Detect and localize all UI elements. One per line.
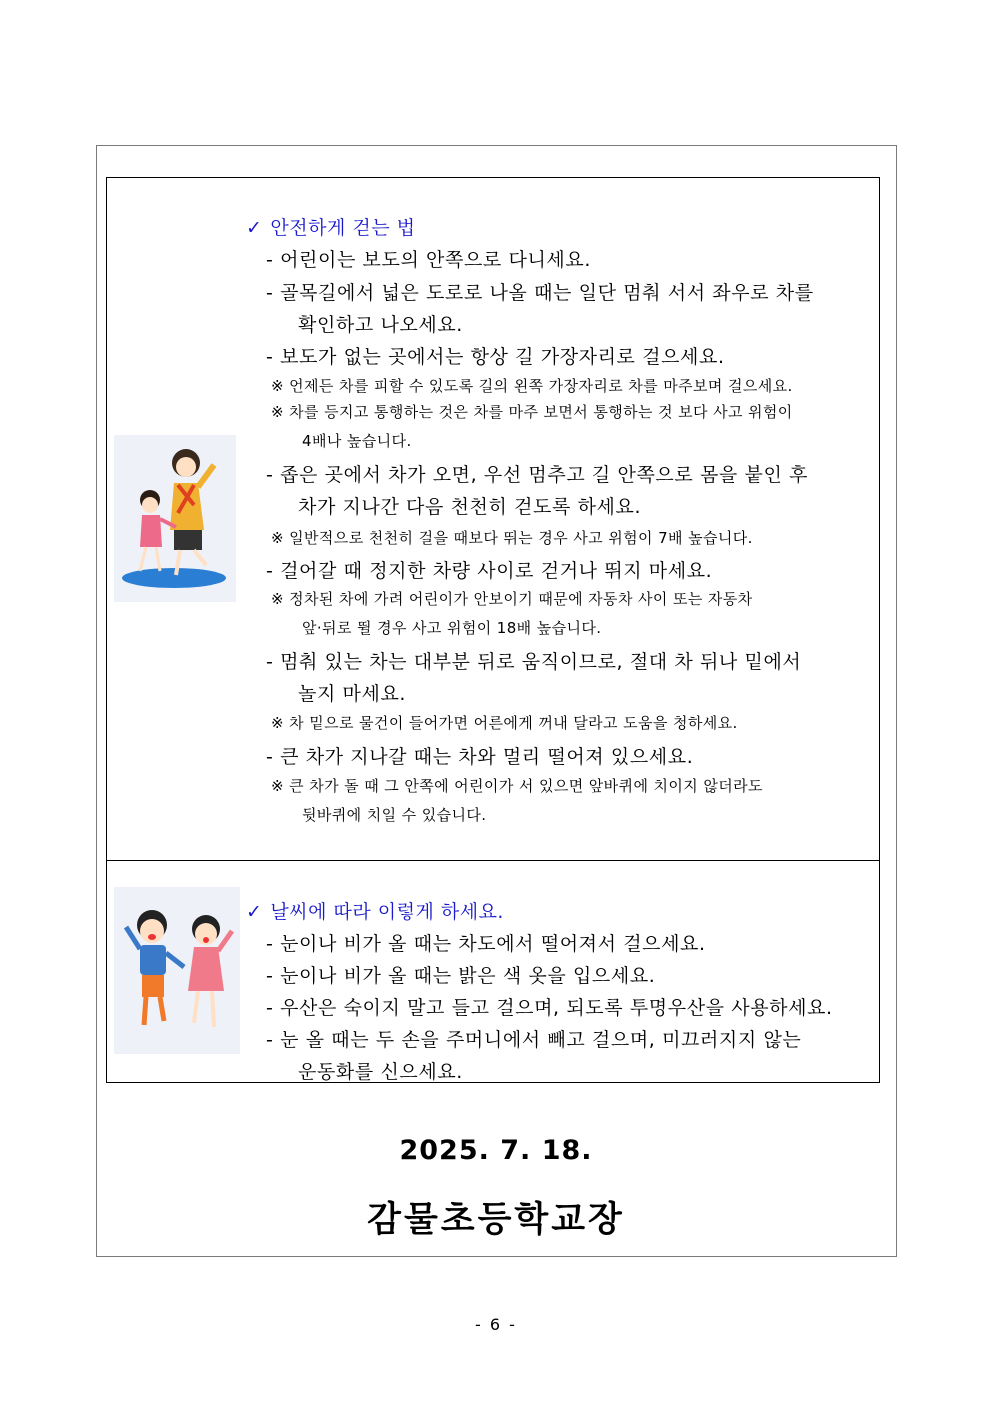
walking-heading-text: 안전하게 걷는 법 <box>270 217 416 239</box>
walking-note: ※ 큰 차가 돌 때 그 안쪽에 어린이가 서 있으면 앞바퀴에 치이지 않더라도 <box>271 777 763 795</box>
principal-signature: 감물초등학교장 <box>367 1200 625 1240</box>
weather-line: - 눈 올 때는 두 손을 주머니에서 빼고 걸으며, 미끄러지지 않는 <box>266 1029 802 1051</box>
mother-child-illustration <box>114 435 236 602</box>
walking-line: - 걸어갈 때 정지한 차량 사이로 걷거나 뛰지 마세요. <box>266 560 713 582</box>
check-icon: ✓ <box>246 901 263 923</box>
walking-line: 차가 지나간 다음 천천히 걷도록 하세요. <box>298 496 642 518</box>
walking-note: ※ 차 밑으로 물건이 들어가면 어른에게 꺼내 달라고 도움을 청하세요. <box>271 714 738 732</box>
weather-heading <box>246 897 504 924</box>
walking-note: ※ 차를 등지고 통행하는 것은 차를 마주 보면서 통행하는 것 보다 사고 위험이 <box>271 403 793 421</box>
document-date: 2025. 7. 18. <box>399 1135 593 1166</box>
check-icon: ✓ <box>246 217 263 239</box>
walking-line: - 골목길에서 넓은 도로로 나올 때는 일단 멈춰 서서 좌우로 차를 <box>266 282 814 304</box>
walking-heading <box>246 213 415 240</box>
walking-line: - 보도가 없는 곳에서는 항상 길 가장자리로 걸으세요. <box>266 346 725 368</box>
weather-heading-text: 날씨에 따라 이렇게 하세요. <box>270 901 504 923</box>
walking-line: 확인하고 나오세요. <box>298 314 463 336</box>
weather-line: 운동화를 신으세요. <box>298 1061 463 1083</box>
walking-line: - 어린이는 보도의 안쪽으로 다니세요. <box>266 249 591 271</box>
children-illustration <box>114 887 240 1054</box>
walking-note: 뒷바퀴에 치일 수 있습니다. <box>302 806 487 824</box>
weather-line: - 우산은 숙이지 말고 들고 걸으며, 되도록 투명우산을 사용하세요. <box>266 997 833 1019</box>
page-number: - 6 - <box>475 1315 517 1334</box>
walking-line: - 멈춰 있는 차는 대부분 뒤로 움직이므로, 절대 차 뒤나 밑에서 <box>266 651 802 673</box>
walking-line: - 좁은 곳에서 차가 오면, 우선 멈추고 길 안쪽으로 몸을 붙인 후 <box>266 464 809 486</box>
walking-line: 놀지 마세요. <box>298 683 407 705</box>
walking-note: ※ 일반적으로 천천히 걸을 때보다 뛰는 경우 사고 위험이 7배 높습니다. <box>271 529 753 547</box>
walking-note: ※ 정차된 차에 가려 어린이가 안보이기 때문에 자동차 사이 또는 자동차 <box>271 590 753 608</box>
weather-line: - 눈이나 비가 올 때는 차도에서 떨어져서 걸으세요. <box>266 933 706 955</box>
walking-line: - 큰 차가 지나갈 때는 차와 멀리 떨어져 있으세요. <box>266 746 694 768</box>
walking-note: 4배나 높습니다. <box>302 432 412 450</box>
walking-note: 앞·뒤로 뛸 경우 사고 위험이 18배 높습니다. <box>302 619 602 637</box>
walking-note: ※ 언제든 차를 피할 수 있도록 길의 왼쪽 가장자리로 차를 마주보며 걸으세요. <box>271 377 793 395</box>
weather-line: - 눈이나 비가 올 때는 밝은 색 옷을 입으세요. <box>266 965 656 987</box>
